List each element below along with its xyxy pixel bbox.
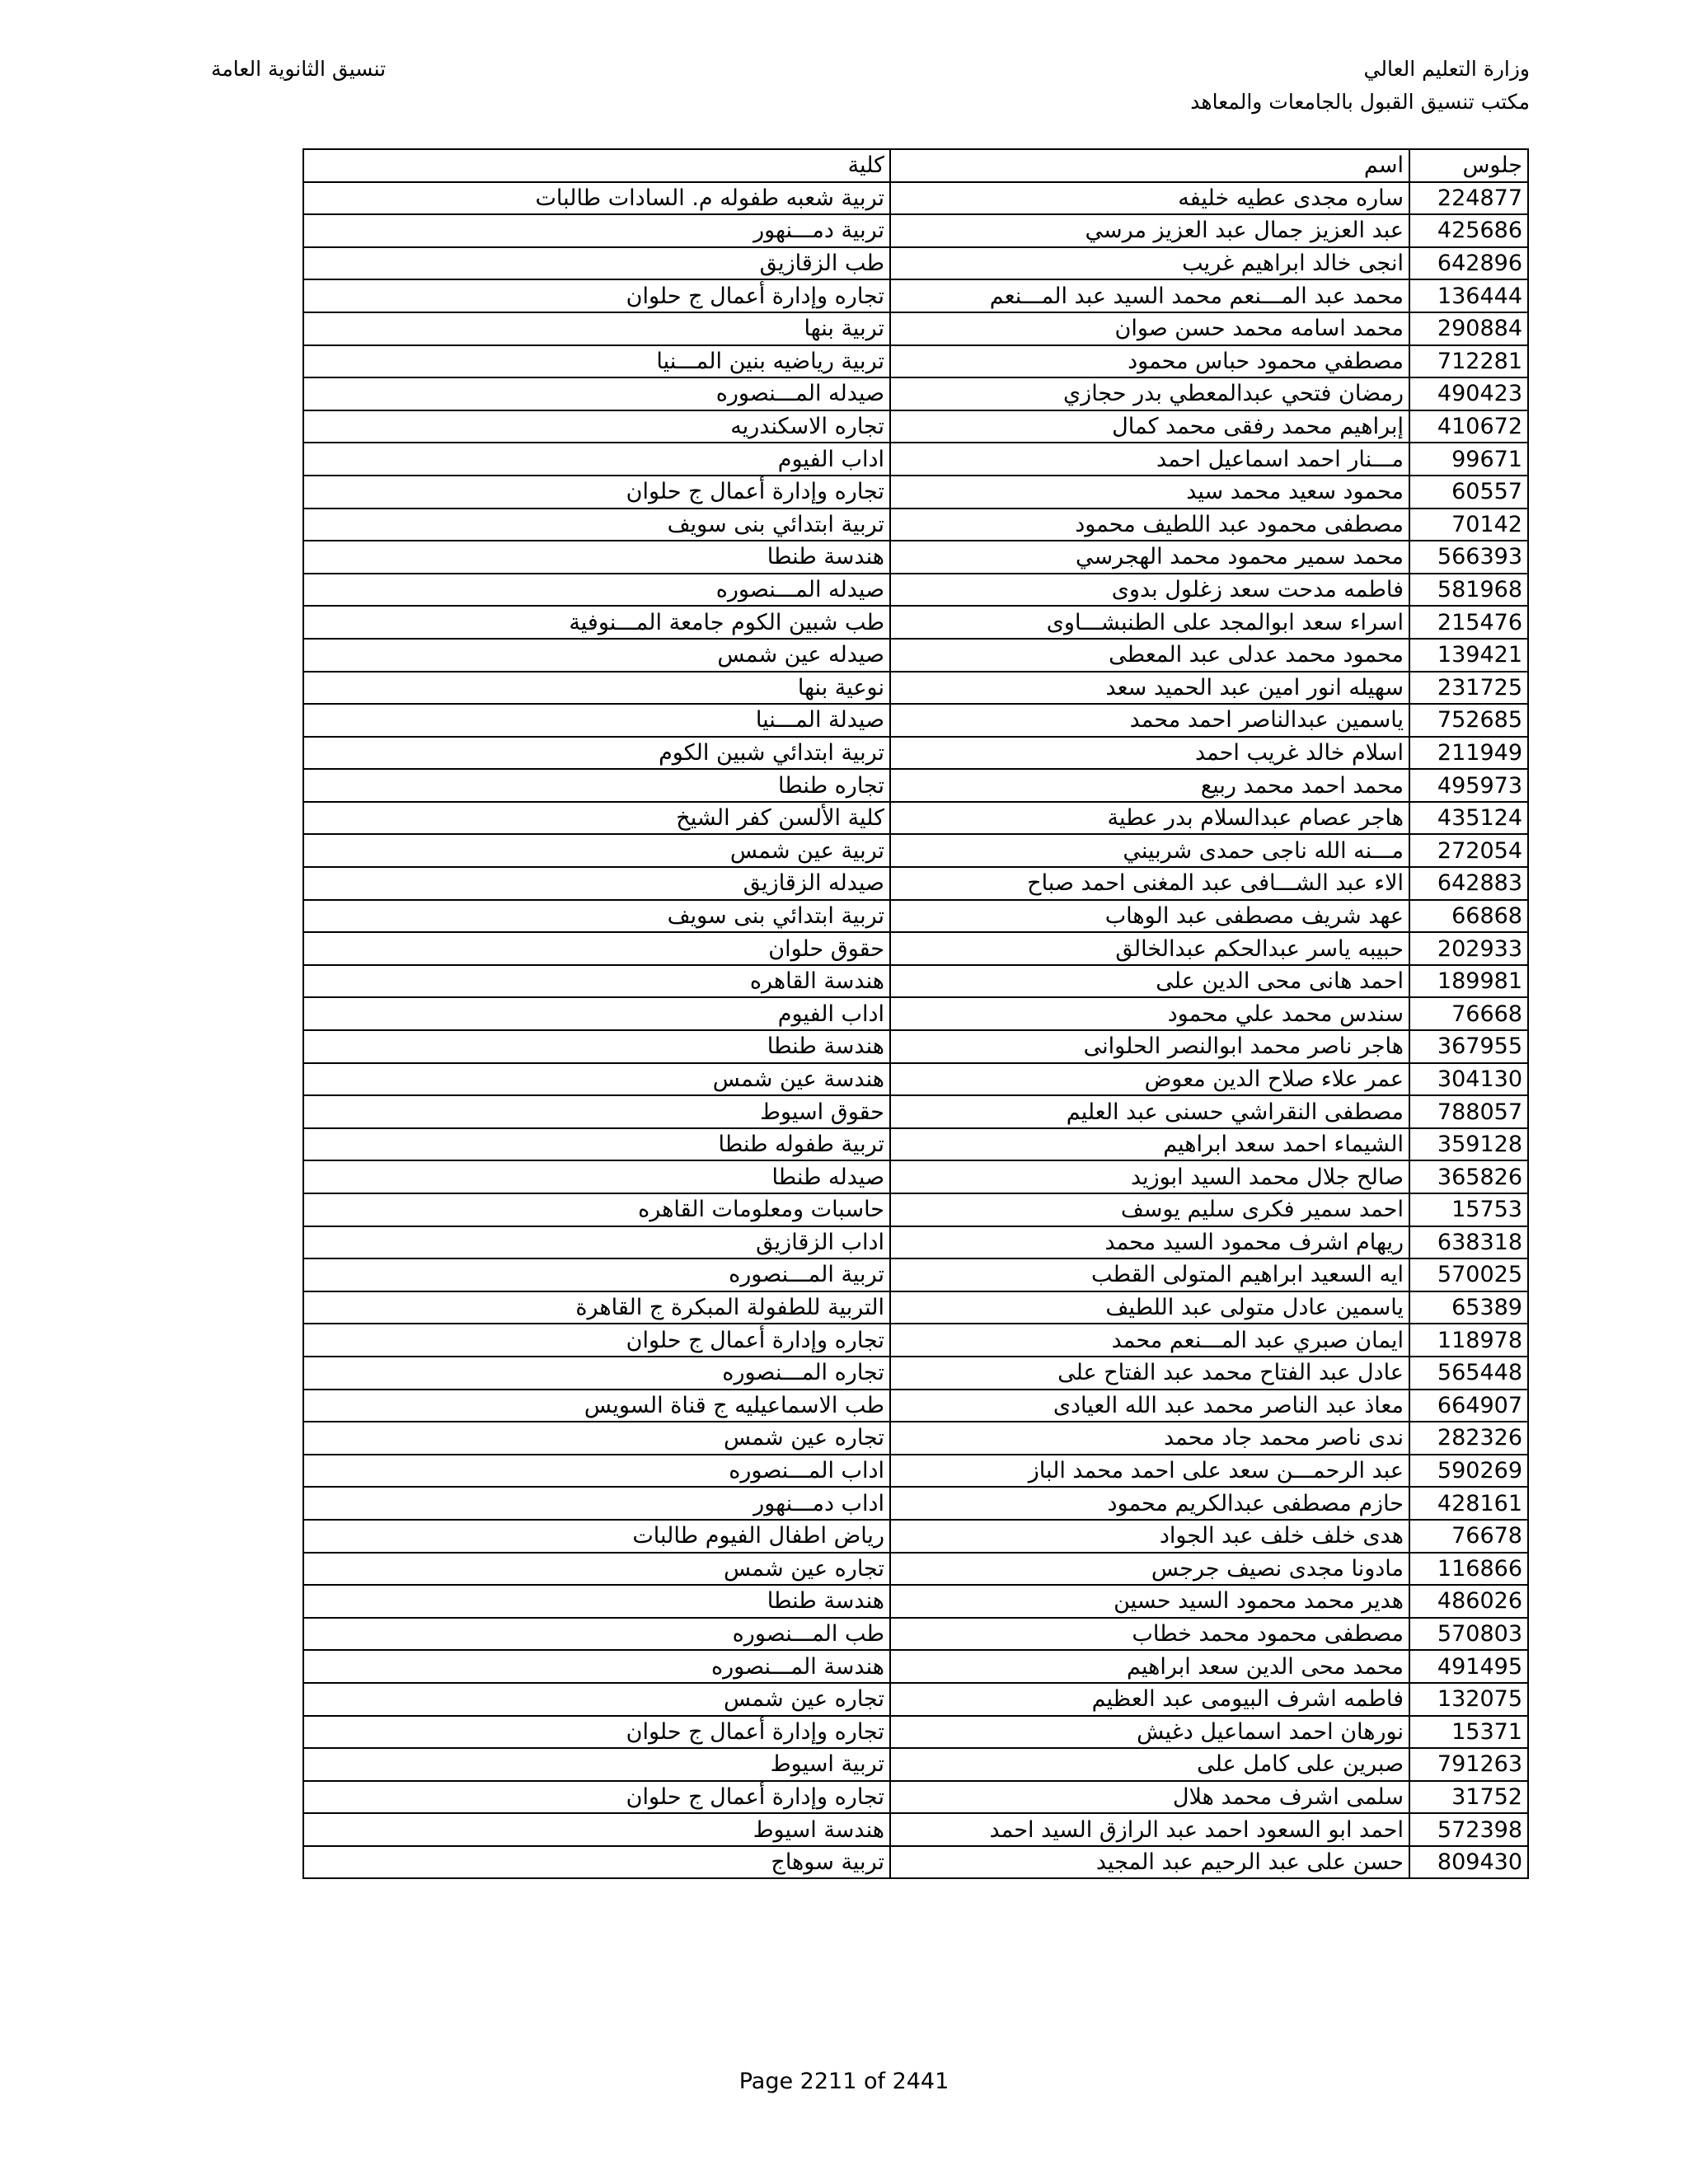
page-header-right [1190,53,1530,119]
faculty-cell: طب الزقازيق [303,247,890,280]
table-row [303,1291,1528,1324]
student-name-cell: ريهام اشرف محمود السيد محمد [890,1226,1409,1259]
student-name-cell: سلمى اشرف محمد هلال [890,1781,1409,1814]
student-name-cell: إبراهيم محمد رفقى محمد كمال [890,410,1409,443]
table-row [303,1520,1528,1553]
faculty-cell: صيدله الزقازيق [303,867,890,900]
table-row [303,1813,1528,1846]
seat-number-cell: 367955 [1409,1030,1528,1063]
table-row [303,1030,1528,1063]
column-header-seat: جلوس [1409,149,1528,182]
table-row [303,1063,1528,1096]
table-row [303,247,1528,280]
table-row [303,574,1528,607]
seat-number-cell: 572398 [1409,1813,1528,1846]
student-name-cell: الاء عبد الشـــافى عبد المغنى احمد صباح [890,867,1409,900]
seat-number-cell: 290884 [1409,312,1528,345]
seat-number-cell: 566393 [1409,541,1528,574]
faculty-cell: هندسة عين شمس [303,1063,890,1096]
student-name-cell: محمد اسامه محمد حسن صوان [890,312,1409,345]
student-name-cell: عبد العزيز جمال عبد العزيز مرسي [890,214,1409,247]
table-row [303,1748,1528,1781]
faculty-cell: حقوق حلوان [303,932,890,965]
table-row [303,606,1528,639]
table-header-row [303,149,1528,182]
table-row [303,1553,1528,1586]
seat-number-cell: 70142 [1409,509,1528,541]
student-name-cell: حازم مصطفى عبدالكريم محمود [890,1487,1409,1520]
seat-number-cell: 365826 [1409,1160,1528,1193]
student-name-cell: ياسمين عبدالناصر احمد محمد [890,704,1409,737]
student-name-cell: عادل عبد الفتاح محمد عبد الفتاح على [890,1357,1409,1390]
faculty-cell: هندسة طنطا [303,541,890,574]
faculty-cell: صيدله طنطا [303,1160,890,1193]
seat-number-cell: 642883 [1409,867,1528,900]
faculty-cell: تجاره وإدارة أعمال ج حلوان [303,1781,890,1814]
table-row [303,932,1528,965]
seat-number-cell: 809430 [1409,1846,1528,1879]
seat-number-cell: 590269 [1409,1455,1528,1488]
student-name-cell: ساره مجدى عطيه خليفه [890,182,1409,215]
seat-number-cell: 490423 [1409,377,1528,410]
faculty-cell: هندسة اسيوط [303,1813,890,1846]
table-row [303,1258,1528,1291]
table-row [303,737,1528,770]
seat-number-cell: 304130 [1409,1063,1528,1096]
table-row [303,182,1528,215]
office-name: مكتب تنسيق القبول بالجامعات والمعاهد [1190,90,1530,114]
faculty-cell: تربية ابتدائي بنى سويف [303,900,890,933]
seat-number-cell: 428161 [1409,1487,1528,1520]
table-row [303,965,1528,998]
student-name-cell: صالح جلال محمد السيد ابوزيد [890,1160,1409,1193]
seat-number-cell: 76668 [1409,997,1528,1030]
seat-number-cell: 712281 [1409,345,1528,378]
faculty-cell: هندسة طنطا [303,1585,890,1618]
table-row [303,1683,1528,1716]
table-row [303,1487,1528,1520]
table-row [303,639,1528,672]
table-row [303,1357,1528,1390]
student-name-cell: سندس محمد علي محمود [890,997,1409,1030]
seat-number-cell: 99671 [1409,443,1528,476]
table-row [303,312,1528,345]
student-name-cell: محمود سعيد محمد سيد [890,476,1409,509]
seat-number-cell: 215476 [1409,606,1528,639]
student-name-cell: مـــنار احمد اسماعيل احمد [890,443,1409,476]
student-name-cell: ايمان صبري عبد المـــنعم محمد [890,1324,1409,1357]
student-name-cell: مصطفى النقراشي حسنى عبد العليم [890,1095,1409,1128]
seat-number-cell: 570803 [1409,1618,1528,1651]
faculty-cell: تربية دمـــنهور [303,214,890,247]
seat-number-cell: 231725 [1409,672,1528,705]
student-name-cell: نورهان احمد اسماعيل دغيش [890,1716,1409,1749]
table-row [303,1781,1528,1814]
table-row [303,1585,1528,1618]
student-name-cell: سهيله انور امين عبد الحميد سعد [890,672,1409,705]
seat-number-cell: 570025 [1409,1258,1528,1291]
faculty-cell: صيدلة المـــنيا [303,704,890,737]
student-name-cell: محمود محمد عدلى عبد المعطى [890,639,1409,672]
student-name-cell: محمد احمد محمد ربيع [890,769,1409,802]
seat-number-cell: 425686 [1409,214,1528,247]
student-name-cell: الشيماء احمد سعد ابراهيم [890,1128,1409,1161]
column-header-name: اسم [890,149,1409,182]
faculty-cell: تربية رياضيه بنين المـــنيا [303,345,890,378]
student-name-cell: احمد ابو السعود احمد عبد الرازق السيد احمد [890,1813,1409,1846]
faculty-cell: تربية عين شمس [303,834,890,867]
seat-number-cell: 491495 [1409,1650,1528,1683]
faculty-cell: طب شبين الكوم جامعة المـــنوفية [303,606,890,639]
faculty-cell: تربية بنها [303,312,890,345]
seat-number-cell: 752685 [1409,704,1528,737]
seat-number-cell: 211949 [1409,737,1528,770]
faculty-cell: تجاره عين شمس [303,1422,890,1455]
faculty-cell: تجاره عين شمس [303,1553,890,1586]
table-row [303,769,1528,802]
faculty-cell: طب المـــنصوره [303,1618,890,1651]
student-name-cell: معاذ عبد الناصر محمد عبد الله العيادى [890,1390,1409,1422]
student-name-cell: فاطمه اشرف البيومى عبد العظيم [890,1683,1409,1716]
table-row [303,1650,1528,1683]
seat-number-cell: 410672 [1409,410,1528,443]
table-row [303,1193,1528,1226]
faculty-cell: تجاره وإدارة أعمال ج حلوان [303,1324,890,1357]
student-name-cell: مصطفي محمود حباس محمود [890,345,1409,378]
table-row [303,1422,1528,1455]
results-table [302,148,1529,1879]
student-name-cell: فاطمه مدحت سعد زغلول بدوى [890,574,1409,607]
student-name-cell: ياسمين عادل متولى عبد اللطيف [890,1291,1409,1324]
student-name-cell: عمر علاء صلاح الدين معوض [890,1063,1409,1096]
faculty-cell: كلية الألسن كفر الشيخ [303,802,890,835]
table-row [303,279,1528,312]
seat-number-cell: 118978 [1409,1324,1528,1357]
table-row [303,802,1528,835]
faculty-cell: اداب المـــنصوره [303,1455,890,1488]
table-row [303,1455,1528,1488]
seat-number-cell: 189981 [1409,965,1528,998]
faculty-cell: نوعية بنها [303,672,890,705]
table-row [303,1226,1528,1259]
faculty-cell: اداب الفيوم [303,443,890,476]
table-row [303,1846,1528,1879]
seat-number-cell: 272054 [1409,834,1528,867]
student-name-cell: مصطفى محمود عبد اللطيف محمود [890,509,1409,541]
seat-number-cell: 224877 [1409,182,1528,215]
table-row [303,1128,1528,1161]
table-row [303,345,1528,378]
table-row [303,1324,1528,1357]
seat-number-cell: 282326 [1409,1422,1528,1455]
student-name-cell: محمد محى الدين سعد ابراهيم [890,1650,1409,1683]
seat-number-cell: 60557 [1409,476,1528,509]
seat-number-cell: 139421 [1409,639,1528,672]
table-row [303,672,1528,705]
faculty-cell: تربية شعبه طفوله م. السادات طالبات [303,182,890,215]
student-name-cell: محمد سمير محمود محمد الهجرسي [890,541,1409,574]
faculty-cell: تربية طفوله طنطا [303,1128,890,1161]
seat-number-cell: 136444 [1409,279,1528,312]
student-name-cell: هدير محمد محمود السيد حسين [890,1585,1409,1618]
faculty-cell: تربية اسيوط [303,1748,890,1781]
table-row [303,476,1528,509]
seat-number-cell: 15753 [1409,1193,1528,1226]
table-row [303,214,1528,247]
student-name-cell: ايه السعيد ابراهيم المتولى القطب [890,1258,1409,1291]
table-row [303,997,1528,1030]
student-name-cell: مادونا مجدى نصيف جرجس [890,1553,1409,1586]
student-name-cell: عبد الرحمـــن سعد على احمد محمد الباز [890,1455,1409,1488]
faculty-cell: اداب دمـــنهور [303,1487,890,1520]
seat-number-cell: 642896 [1409,247,1528,280]
table-row [303,1390,1528,1422]
seat-number-cell: 486026 [1409,1585,1528,1618]
faculty-cell: صيدله المـــنصوره [303,377,890,410]
seat-number-cell: 565448 [1409,1357,1528,1390]
seat-number-cell: 581968 [1409,574,1528,607]
faculty-cell: هندسة القاهره [303,965,890,998]
faculty-cell: تجاره المـــنصوره [303,1357,890,1390]
faculty-cell: تربية ابتدائي شبين الكوم [303,737,890,770]
student-name-cell: اسلام خالد غريب احمد [890,737,1409,770]
faculty-cell: التربية للطفولة المبكرة ج القاهرة [303,1291,890,1324]
faculty-cell: رياض اطفال الفيوم طالبات [303,1520,890,1553]
seat-number-cell: 638318 [1409,1226,1528,1259]
table-row [303,867,1528,900]
column-header-faculty: كلية [303,149,890,182]
faculty-cell: تجاره عين شمس [303,1683,890,1716]
faculty-cell: صيدله عين شمس [303,639,890,672]
table-row [303,1716,1528,1749]
faculty-cell: تجاره وإدارة أعمال ج حلوان [303,476,890,509]
student-name-cell: مصطفى محمود محمد خطاب [890,1618,1409,1651]
table-row [303,704,1528,737]
seat-number-cell: 788057 [1409,1095,1528,1128]
table-row [303,1160,1528,1193]
student-name-cell: عهد شريف مصطفى عبد الوهاب [890,900,1409,933]
seat-number-cell: 76678 [1409,1520,1528,1553]
student-name-cell: انجى خالد ابراهيم غريب [890,247,1409,280]
seat-number-cell: 495973 [1409,769,1528,802]
student-name-cell: هدى خلف خلف عبد الجواد [890,1520,1409,1553]
student-name-cell: حبيبه ياسر عبدالحكم عبدالخالق [890,932,1409,965]
seat-number-cell: 664907 [1409,1390,1528,1422]
student-name-cell: هاجر ناصر محمد ابوالنصر الحلوانى [890,1030,1409,1063]
student-name-cell: ندى ناصر محمد جاد محمد [890,1422,1409,1455]
table-row [303,1618,1528,1651]
faculty-cell: صيدله المـــنصوره [303,574,890,607]
student-name-cell: صبرين على كامل على [890,1748,1409,1781]
table-row [303,410,1528,443]
faculty-cell: اداب الزقازيق [303,1226,890,1259]
table-row [303,900,1528,933]
seat-number-cell: 359128 [1409,1128,1528,1161]
faculty-cell: تجاره الاسكندريه [303,410,890,443]
faculty-cell: تربية المـــنصوره [303,1258,890,1291]
faculty-cell: حاسبات ومعلومات القاهره [303,1193,890,1226]
faculty-cell: تجاره وإدارة أعمال ج حلوان [303,279,890,312]
faculty-cell: تربية سوهاج [303,1846,890,1879]
page-number: Page 2211 of 2441 [738,2069,950,2094]
table-row [303,377,1528,410]
student-name-cell: حسن على عبد الرحيم عبد المجيد [890,1846,1409,1879]
faculty-cell: هندسة المـــنصوره [303,1650,890,1683]
seat-number-cell: 435124 [1409,802,1528,835]
seat-number-cell: 202933 [1409,932,1528,965]
faculty-cell: تجاره طنطا [303,769,890,802]
faculty-cell: حقوق اسيوط [303,1095,890,1128]
student-name-cell: هاجر عصام عبدالسلام بدر عطية [890,802,1409,835]
seat-number-cell: 116866 [1409,1553,1528,1586]
table-body [303,182,1528,1879]
table-row [303,541,1528,574]
student-name-cell: احمد سمير فكرى سليم يوسف [890,1193,1409,1226]
student-name-cell: محمد عبد المـــنعم محمد السيد عبد المـــنعم [890,279,1409,312]
seat-number-cell: 31752 [1409,1781,1528,1814]
seat-number-cell: 66868 [1409,900,1528,933]
table-row [303,443,1528,476]
faculty-cell: اداب الفيوم [303,997,890,1030]
seat-number-cell: 65389 [1409,1291,1528,1324]
seat-number-cell: 15371 [1409,1716,1528,1749]
table-row [303,509,1528,541]
seat-number-cell: 132075 [1409,1683,1528,1716]
student-name-cell: اسراء سعد ابوالمجد على الطنبشـــاوى [890,606,1409,639]
table-row [303,834,1528,867]
student-name-cell: رمضان فتحي عبدالمعطي بدر حجازي [890,377,1409,410]
seat-number-cell: 791263 [1409,1748,1528,1781]
student-name-cell: مـــنه الله ناجى حمدى شربيني [890,834,1409,867]
faculty-cell: تجاره وإدارة أعمال ج حلوان [303,1716,890,1749]
faculty-cell: تربية ابتدائي بنى سويف [303,509,890,541]
faculty-cell: هندسة طنطا [303,1030,890,1063]
table-row [303,1095,1528,1128]
ministry-name: وزارة التعليم العالي [1363,57,1530,81]
faculty-cell: طب الاسماعيليه ج قناة السويس [303,1390,890,1422]
document-title: تنسيق الثانوية العامة [211,57,387,81]
student-name-cell: احمد هانى محى الدين على [890,965,1409,998]
